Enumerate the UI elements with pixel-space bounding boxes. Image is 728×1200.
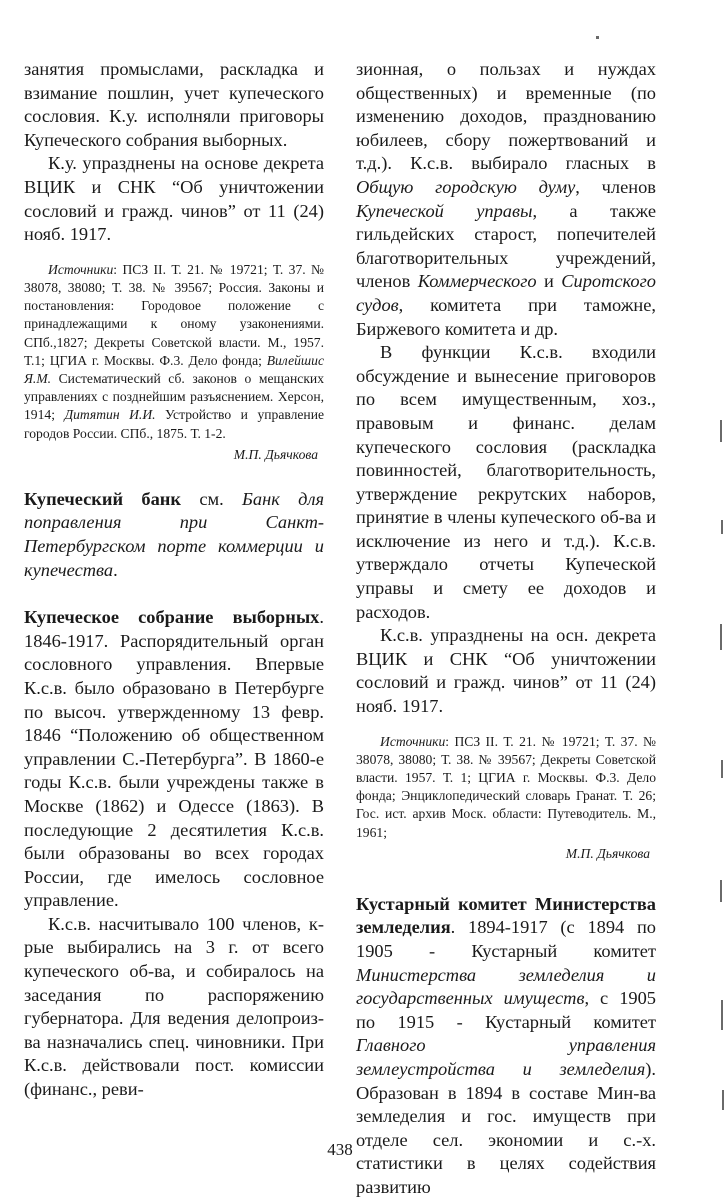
scan-artifact [720, 880, 722, 902]
paragraph: В функции К.с.в. входили обсуждение и вынесение приговоров по всем имущественным, хоз., правовым и финанс. делам купеческого сословия (раскладка повинностей, благотворительность, утверждение рекрутских наборов, принятие в члены купеческого об-ва и исключение из него и т.д.). К.с.в. утверждало отчеты Купеческой управы и смету ее доходов и расходов. [356, 342, 656, 622]
cross-reference-link[interactable]: Главного управления землеустройства и земледелия [356, 1035, 656, 1079]
paragraph: К.у. упразднены на основе декрета ВЦИК и СНК “Об уничтожении сословий и гражд. чинов” от 11 (24) нояб. 1917. [24, 153, 324, 245]
cross-reference-link[interactable]: Министерства земледелия и государственных имуществ [356, 964, 656, 1009]
entry-kupecheskoe-sobranie: Купеческое собрание выборных. 1846-1917. Распорядительный орган сословного управления. Впервые К.с.в. было образовано в Петербурге по высоч. утвержденному 13 февр. 1846 “Положению об общественном управлении С.-Петербурга”. В 1860-е годы К.с.в. были учреждены также в Москве (1862) и Одессе (1863). В последующие 2 десятилетия К.с.в. были образованы во всех городах России, где имелось сословное управление. [24, 607, 324, 911]
paragraph: занятия промыслами, раскладка и взимание пошлин, учет купеческого сословия. К.у. исполняли приговоры Купеческого собрания выборных. [24, 59, 324, 150]
cross-reference-link[interactable]: Общую городскую думу [356, 176, 576, 197]
scan-artifact [721, 760, 723, 778]
sources-label: Источники [380, 733, 446, 749]
cross-reference-link[interactable]: Коммерческого [417, 271, 537, 292]
paragraph: зионная, о пользах и нуждах общественных) и временные (по изменению доходов, празднованию юбилеев, сбору пожертвований и т.д.). К.с.в. выбирало гласных в Общую городскую думу, членов Купеческой управы, а также гильдейских старост, попечителей благотворительных учреждений, членов Коммерческого и Сиротского судов, комитета при таможне, Биржевого комитета и др. [356, 59, 656, 339]
entry-heading: Купеческий банк [24, 488, 181, 509]
sources-label: Источники [48, 261, 114, 277]
cross-reference-link[interactable]: Сиротского судов [356, 271, 656, 315]
scan-artifact [721, 520, 723, 534]
sources-block: Источники: ПСЗ II. Т. 21. № 19721; Т. 37. № 38078, 38080; Т. 38. № 39567; Декреты Советской власти. 1957. Т. 1; ЦГИА г. Москвы. Ф.3. Дело фонда; Энциклопедический словарь Гранат. Т. 26; Гос. ист. архив Моск. области: Путеводитель. М., 1961; [356, 733, 656, 840]
scan-artifact [596, 36, 599, 39]
right-column [356, 58, 656, 1200]
entry-kustarny-komitet: Кустарный комитет Министерства земледелия. 1894-1917 (с 1894 по 1905 - Кустарный комитет Министерства земледелия и государственных имуществ, с 1905 по 1915 - Кустарный комитет Главного управления землеустройства и земледелия). Образован в 1894 в составе Мин-ва земледелия и гос. имуществ при отделе сел. экономии и с.-х. статистики в целях содействия развитию [356, 893, 656, 1197]
entry-heading: Купеческое собрание выборных [24, 607, 320, 628]
page-number: 438 [327, 1140, 353, 1159]
scan-artifact [722, 1090, 724, 1110]
author-signature: М.П. Дьячкова [565, 845, 650, 861]
scan-artifact [721, 1000, 723, 1030]
author-signature: М.П. Дьячкова [233, 446, 318, 462]
scan-artifact [720, 420, 722, 442]
paragraph: К.с.в. упразднены на осн. декрета ВЦИК и СНК “Об уничтожении сословий и гражд. чинов” от 11 (24) нояб. 1917. [356, 625, 656, 717]
entry-heading: Кустарный комитет Министерства земледелия [356, 893, 656, 938]
cross-reference-link[interactable]: Купеческой управы [356, 200, 533, 221]
scan-artifact [720, 624, 722, 650]
paragraph: К.с.в. насчитывало 100 членов, к-рые выбирались на 3 г. от всего купеческого об-ва, и собиралось на заседания по распоряжению губернатора. Для ведения делопроиз-ва назначались спец. чиновники. При К.с.в. действовали пост. комиссии (финанс., реви- [24, 913, 324, 1100]
cross-reference-link[interactable]: Банк для поправления при Санкт-Петербургском порте коммерции и купечества [24, 488, 325, 580]
entry-kupechesky-bank: Купеческий банк см. Банк для поправления при Санкт-Петербургском порте коммерции и купечества. [24, 488, 325, 580]
left-column [24, 58, 324, 1102]
sources-block: Источники: ПСЗ II. Т. 21. № 19721; Т. 37. № 38078, 38080; Т. 38. № 39567; Россия. Законы и постановления: Городовое положение с принадлежащими к оному узаконениями. СПб.,1827; Декреты Советской власти. М., 1957. Т.1; ЦГИА г. Москвы. Ф.3. Дело фонда; Вилейшис Я.М. Систематический сб. законов о мещанских управлениях с позднейшим разъяснением. Херсон, 1914; Дитятин И.И. Устройство и управление городов России. СПб., 1875. Т. 1-2. [24, 261, 325, 441]
